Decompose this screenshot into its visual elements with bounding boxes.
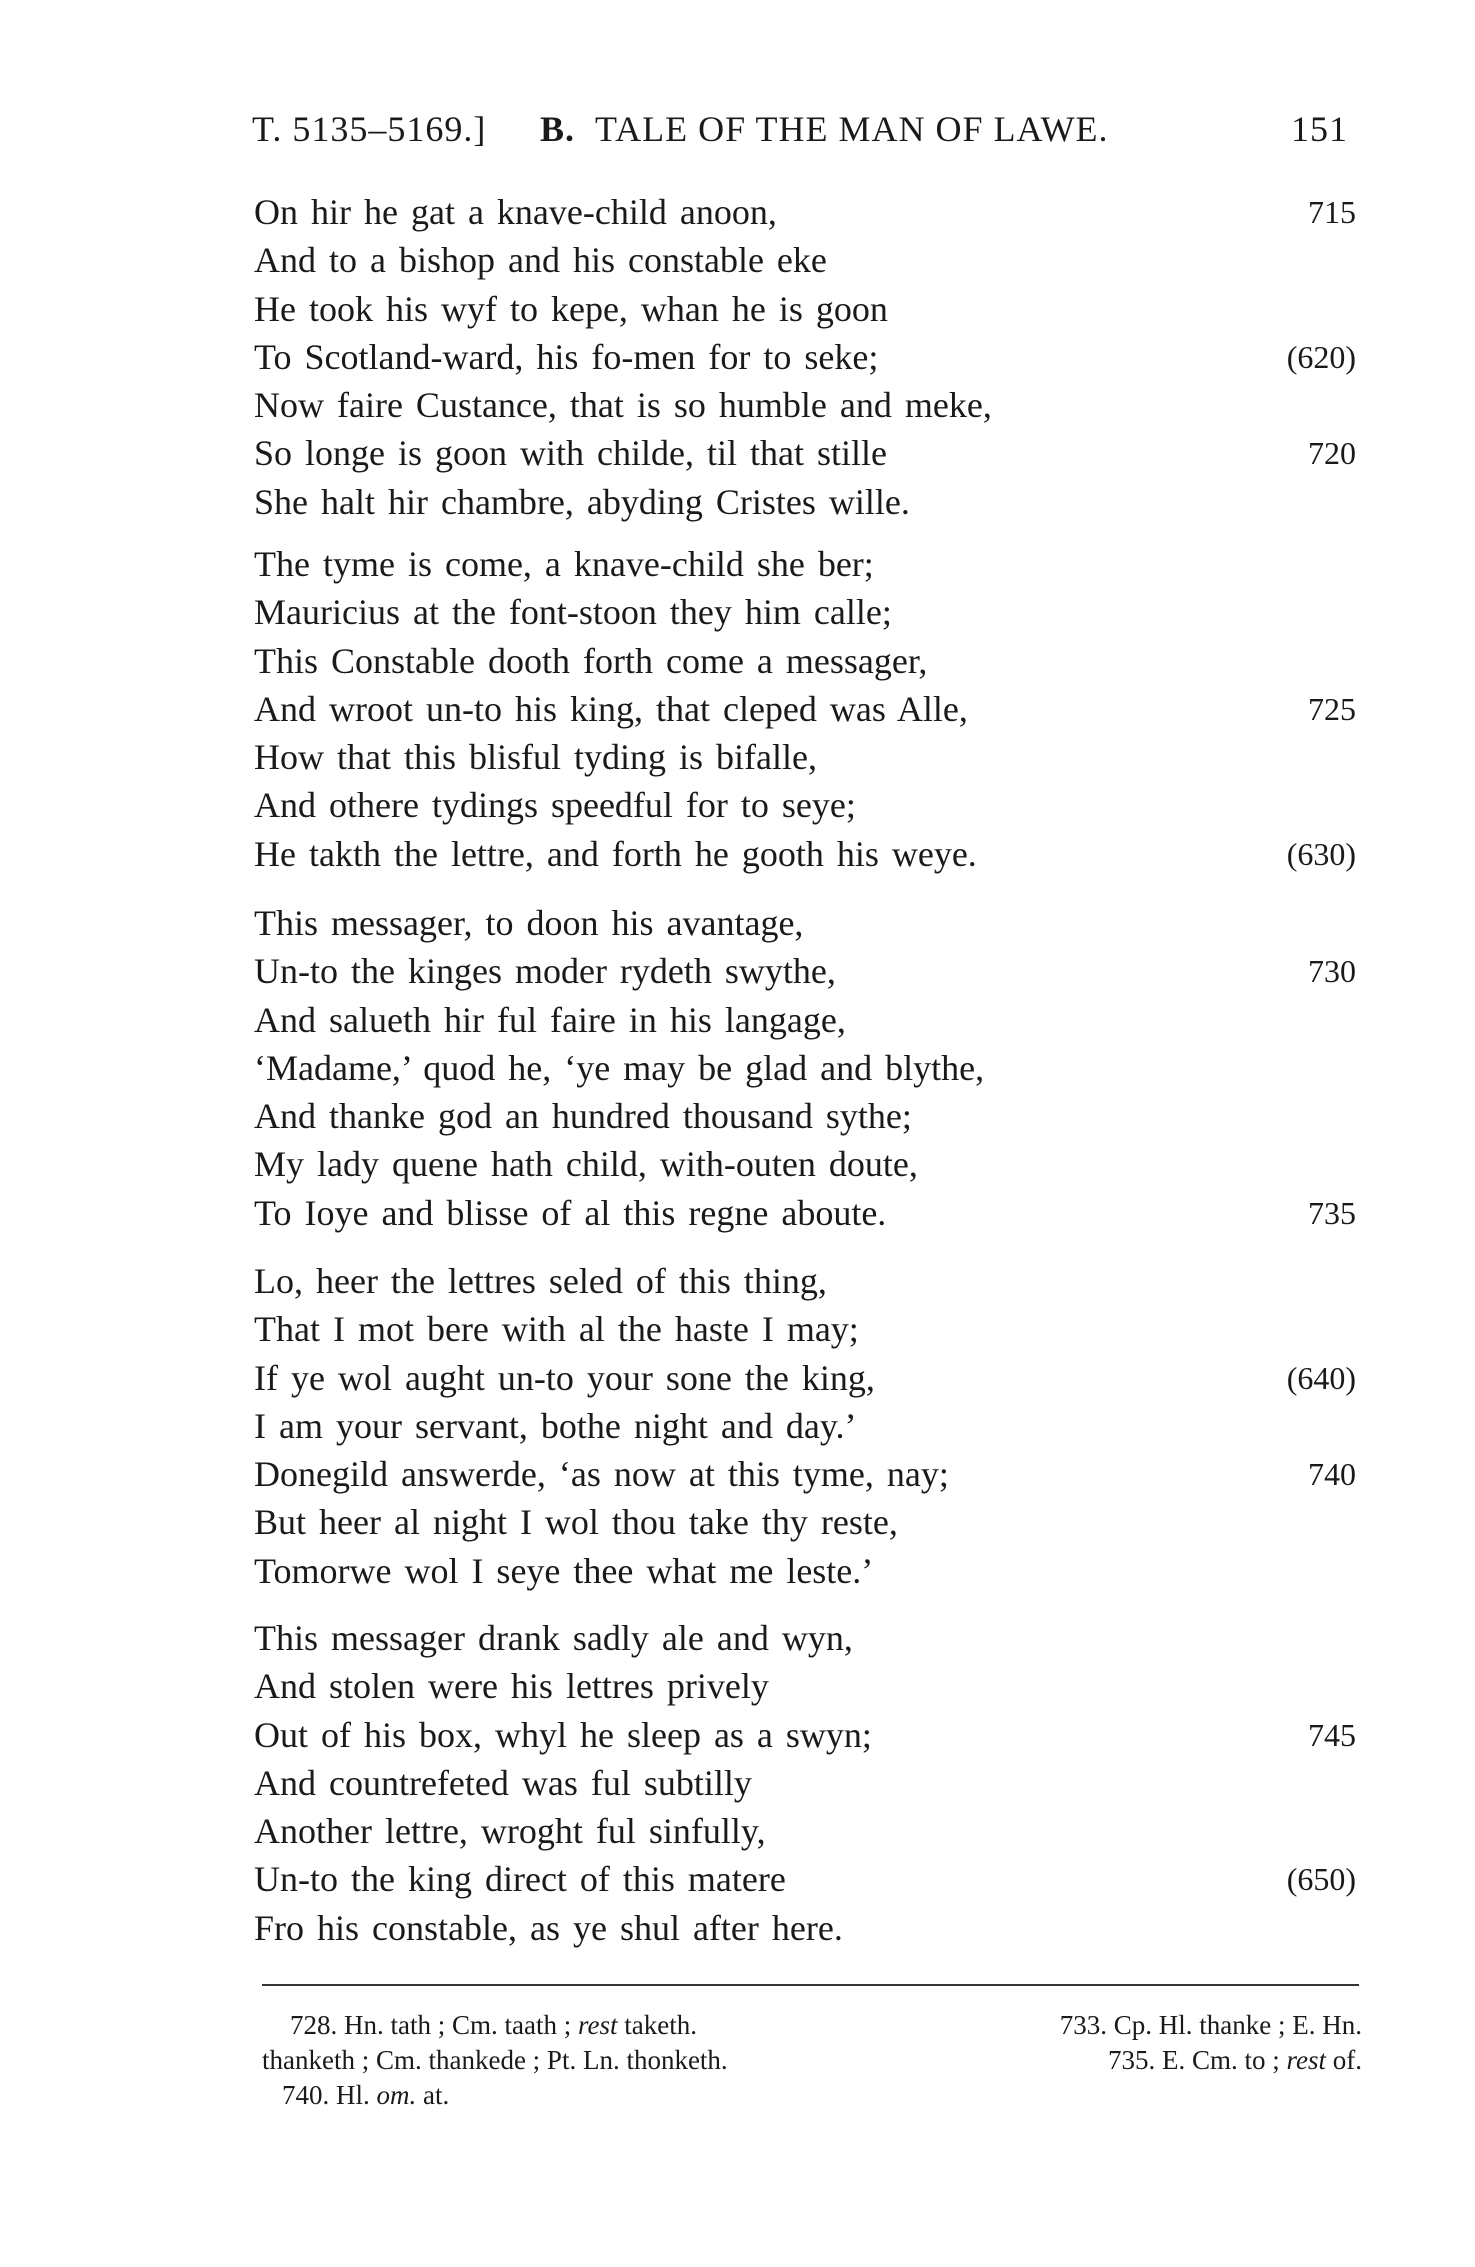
header-line-range: T. 5135–5169.] [252, 109, 487, 149]
verse-line [254, 1498, 1364, 1546]
header-title [540, 108, 1109, 150]
line-number: (650) [1286, 1861, 1356, 1898]
verse-text: I am your servant, bothe night and day.’ [254, 1405, 857, 1446]
verse-line [254, 188, 1364, 236]
verse-text: Mauricius at the font-stoon they him calle; [254, 592, 892, 633]
page-number: 151 [1291, 109, 1348, 149]
verse-text: My lady quene hath child, with-outen doute, [254, 1144, 918, 1185]
footnotes [262, 2008, 1362, 2113]
verse-text: And salueth hir ful faire in his langage, [254, 999, 846, 1040]
verse-text: Another lettre, wroght ful sinfully, [254, 1811, 766, 1852]
verse-line [254, 429, 1364, 477]
verse-line [254, 1450, 1364, 1498]
verse-line [254, 1662, 1364, 1710]
verse-line [254, 1759, 1364, 1807]
verse-text: Donegild answerde, ‘as now at this tyme, nay; [254, 1454, 949, 1495]
stanza [254, 1614, 1364, 1952]
header-section: B. [540, 109, 576, 149]
verse-line [254, 333, 1364, 381]
verse-text: How that this blisful tyding is bifalle, [254, 737, 817, 778]
verse-line [254, 540, 1364, 588]
verse-text: This Constable dooth forth come a messager, [254, 640, 928, 681]
verse-line [254, 1402, 1364, 1450]
footnote-733: 733. Cp. Hl. thanke ; E. Hn. [1059, 2010, 1362, 2040]
verse-line [254, 1044, 1364, 1092]
stanza [254, 899, 1364, 1237]
verse-line [254, 1614, 1364, 1662]
verse-text: ‘Madame,’ quod he, ‘ye may be glad and blythe, [254, 1047, 985, 1088]
verse-line [254, 285, 1364, 333]
verse-text: Now faire Custance, that is so humble and meke, [254, 385, 992, 426]
footnote-740: 740. Hl. om. at. [282, 2080, 450, 2110]
line-number: 715 [1308, 194, 1356, 230]
verse-line [254, 1904, 1364, 1952]
verse-line [254, 637, 1364, 685]
verse-text: And to a bishop and his constable eke [254, 240, 827, 281]
verse-line [254, 996, 1364, 1044]
verse-text: This messager drank sadly ale and wyn, [254, 1618, 853, 1658]
verse-text: To Ioye and blisse of al this regne aboute. [254, 1192, 887, 1233]
running-header [252, 108, 1348, 158]
verse-line [254, 830, 1364, 878]
line-number: 730 [1308, 953, 1356, 990]
line-number: 740 [1308, 1456, 1356, 1493]
verse-line [254, 236, 1364, 284]
verse-text: Tomorwe wol I seye thee what me leste.’ [254, 1550, 874, 1591]
verse-line [254, 1257, 1364, 1305]
line-number: 725 [1308, 690, 1356, 727]
verse-text: And thanke god an hundred thousand sythe; [254, 1096, 912, 1137]
verse-text: The tyme is come, a knave-child she ber; [254, 544, 874, 584]
verse-text: And countrefeted was ful subtilly [254, 1762, 752, 1803]
verse-text: He took his wyf to kepe, whan he is goon [254, 288, 888, 329]
verse-line [254, 781, 1364, 829]
verse-text: Out of his box, whyl he sleep as a swyn; [254, 1714, 872, 1755]
footnote-row [262, 2008, 1362, 2043]
verse-line [254, 947, 1364, 995]
footnote-735: 735. E. Cm. to ; rest of. [1107, 2045, 1362, 2075]
verse-text: Un-to the king direct of this matere [254, 1859, 786, 1900]
verse-line [254, 1354, 1364, 1402]
verse-line [254, 1140, 1364, 1188]
verse-line [254, 899, 1364, 947]
verse-text: Fro his constable, as ye shul after here. [254, 1907, 843, 1948]
verse-line [254, 1711, 1364, 1759]
verse-text: And wroot un-to his king, that cleped was Alle, [254, 688, 968, 729]
line-number: 720 [1308, 435, 1356, 472]
stanza [254, 1257, 1364, 1595]
verse-text: If ye wol aught un-to your sone the king, [254, 1357, 875, 1398]
verse-line [254, 478, 1364, 526]
line-number: (640) [1286, 1359, 1356, 1396]
verse-text: And othere tydings speedful for to seye; [254, 785, 856, 826]
verse-text: Lo, heer the lettres seled of this thing, [254, 1261, 827, 1301]
verse-line [254, 685, 1364, 733]
footnote-divider [262, 1984, 1359, 1986]
line-number: 745 [1308, 1716, 1356, 1753]
line-number: 735 [1308, 1194, 1356, 1231]
footnote-733-cont: thanketh ; Cm. thankede ; Pt. Ln. thonketh. [262, 2045, 728, 2075]
verse-line [254, 1547, 1364, 1595]
verse-line [254, 381, 1364, 429]
verse-text: This messager, to doon his avantage, [254, 903, 804, 943]
verse-line [254, 1855, 1364, 1903]
verse-line [254, 588, 1364, 636]
verse-text: And stolen were his lettres prively [254, 1666, 769, 1707]
verse-line [254, 1189, 1364, 1237]
verse-text: But heer al night I wol thou take thy reste, [254, 1502, 898, 1543]
header-title-text: TALE OF THE MAN OF LAWE. [595, 109, 1109, 149]
verse-text: He takth the lettre, and forth he gooth his weye. [254, 833, 977, 874]
verse-line [254, 1807, 1364, 1855]
verse-text: To Scotland-ward, his fo-men for to seke; [254, 336, 879, 377]
verse-line [254, 1092, 1364, 1140]
verse-text: So longe is goon with childe, til that stille [254, 433, 887, 474]
verse-line [254, 733, 1364, 781]
stanza [254, 188, 1364, 526]
footnote-728: 728. Hn. tath ; Cm. taath ; rest taketh. [290, 2010, 697, 2040]
verse-text: On hir he gat a knave-child anoon, [254, 192, 777, 232]
verse-line [254, 1305, 1364, 1353]
stanza [254, 540, 1364, 878]
verse-text: Un-to the kinges moder rydeth swythe, [254, 951, 836, 992]
line-number: (620) [1286, 338, 1356, 375]
verse-text: That I mot bere with al the haste I may; [254, 1309, 859, 1350]
footnote-row [262, 2078, 1362, 2113]
footnote-row [262, 2043, 1362, 2078]
verse-text: She halt hir chambre, abyding Cristes wille. [254, 481, 910, 522]
line-number: (630) [1286, 835, 1356, 872]
